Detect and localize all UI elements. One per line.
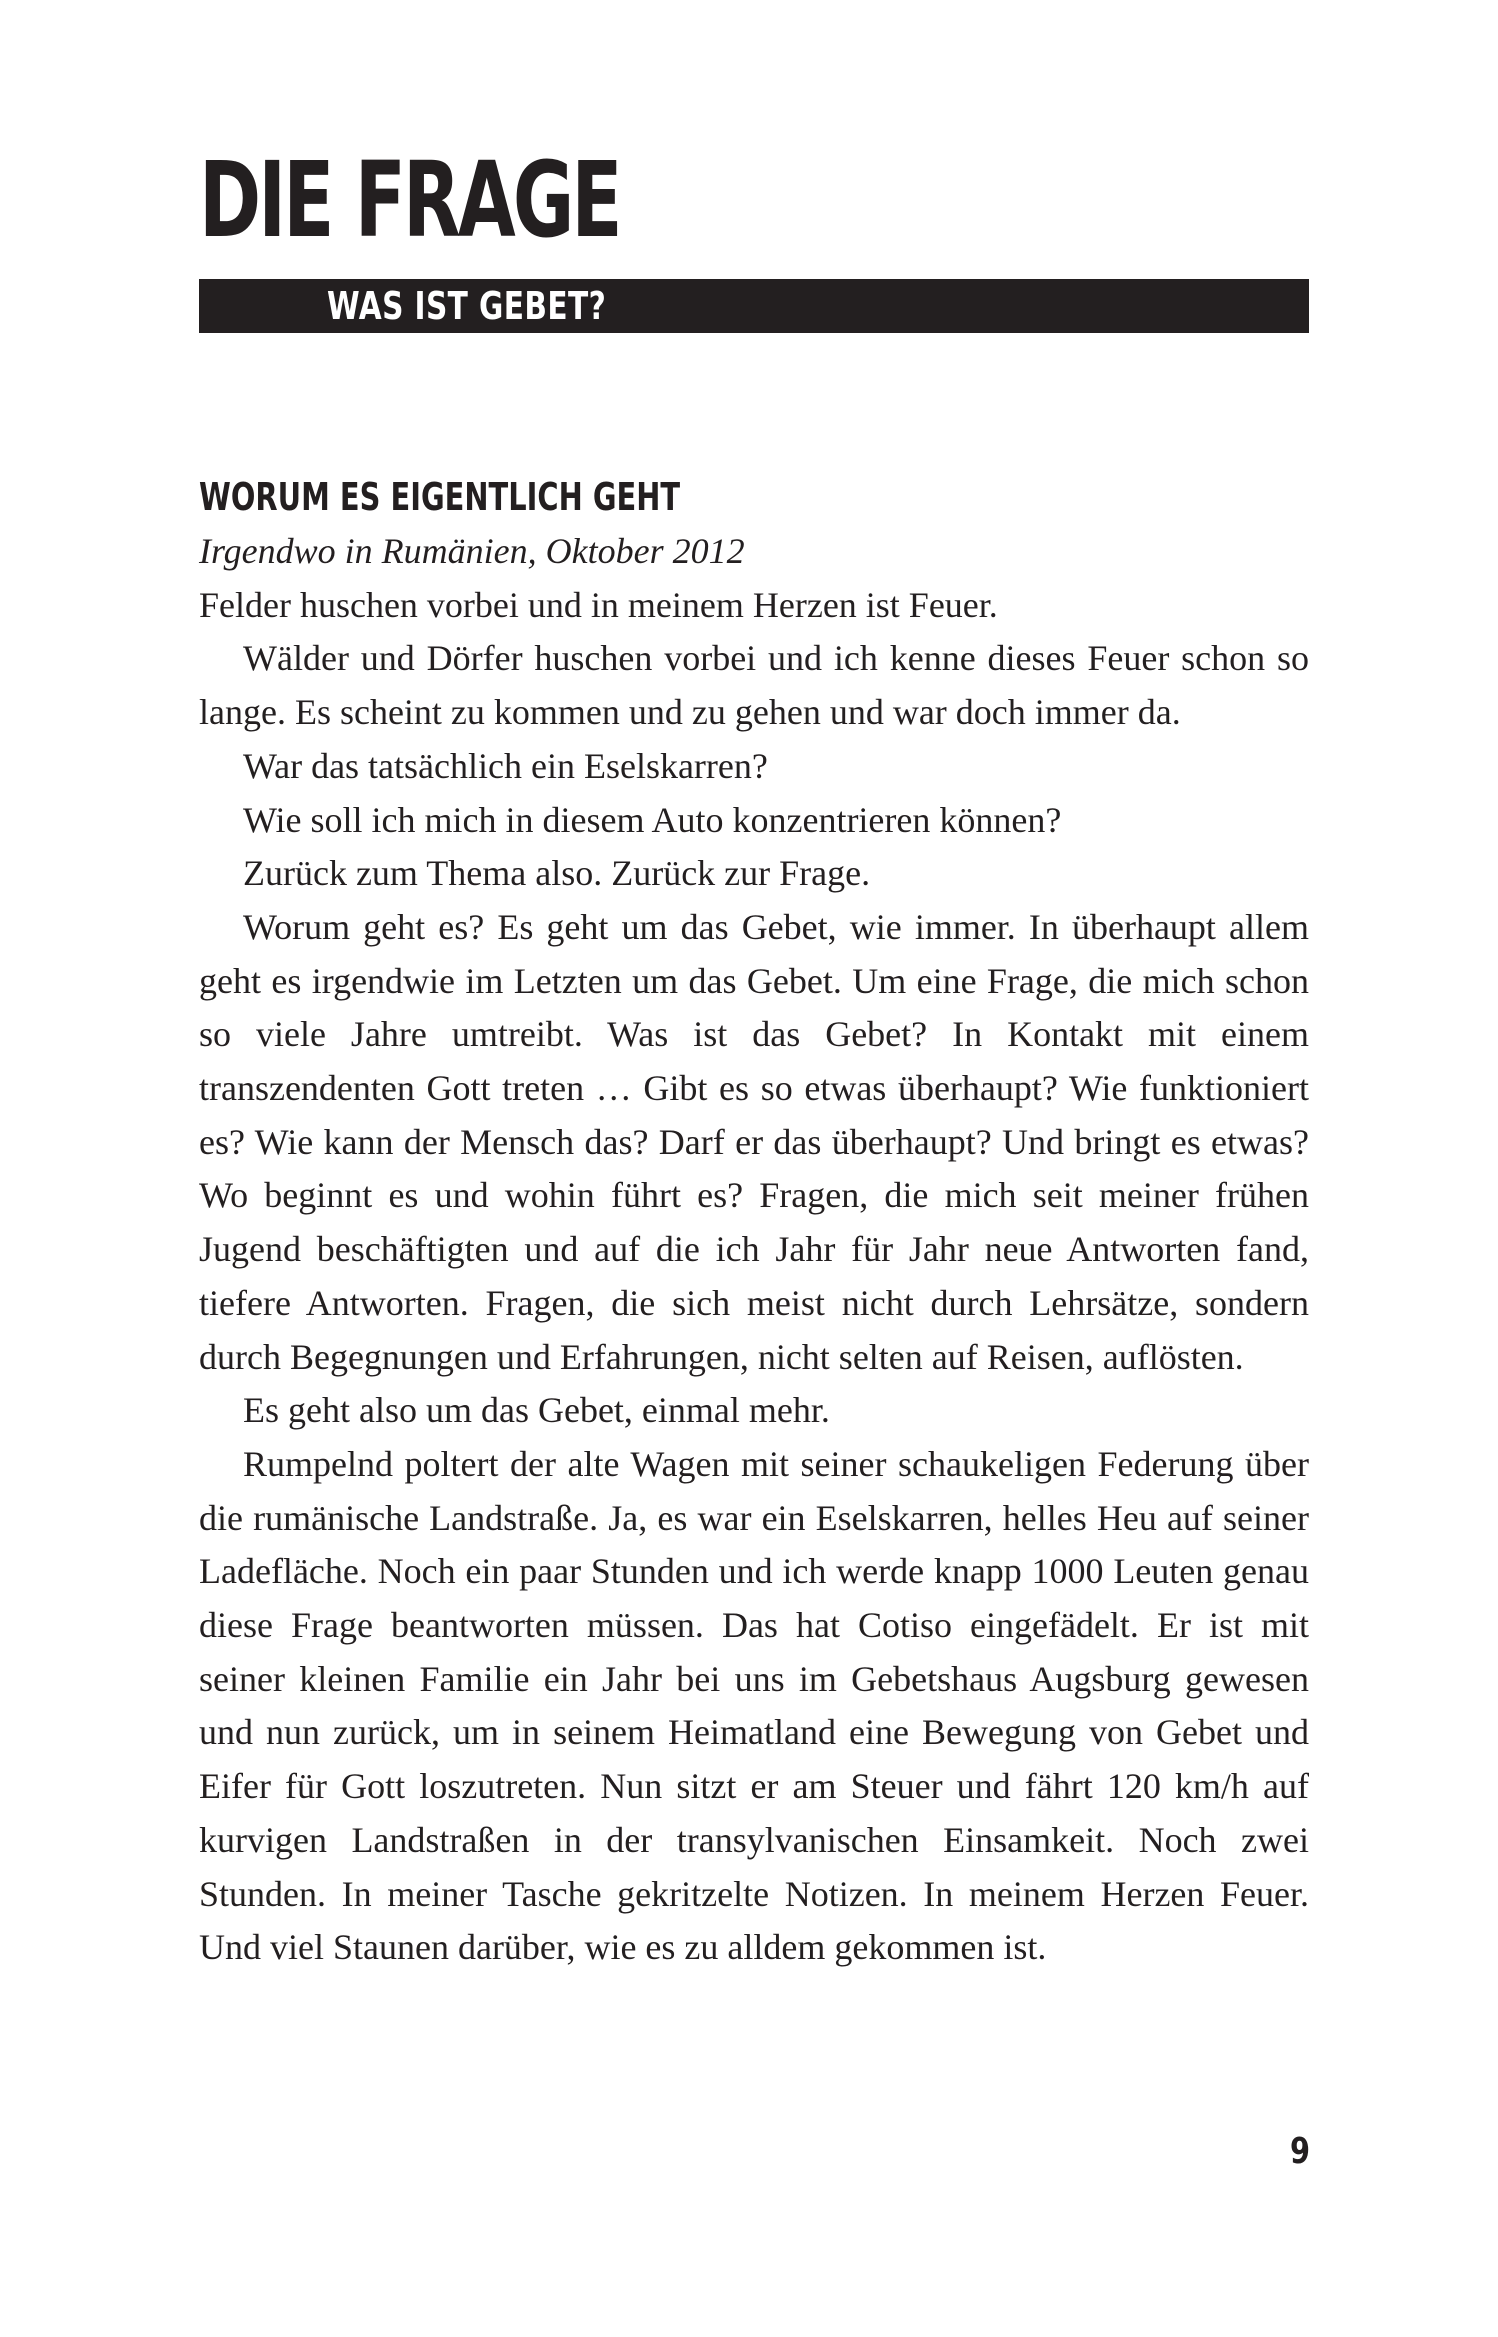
- dateline: Irgendwo in Rumänien, Oktober 2012: [199, 531, 745, 571]
- chapter-subtitle-bar: [199, 279, 1309, 333]
- chapter-subtitle: WAS IST GEBET?: [327, 284, 607, 328]
- paragraph: Zurück zum Thema also. Zurück zur Frage.: [243, 853, 871, 894]
- body-text: [199, 525, 1309, 1975]
- section-heading: WORUM ES EIGENTLICH GEHT: [199, 475, 681, 519]
- paragraph: Worum geht es? Es geht um das Gebet, wie immer. In überhaupt allem geht es irgendwie im Letzten um das Gebet. Um eine Frage, die mich schon so viele Jahre umtreibt. Was ist das Gebet? In Kontakt mit einem transzendenten Gott treten … Gibt es so etwas überhaupt? Wie funktioniert es? Wie kann der Mensch das? Darf er das überhaupt? Und bringt es etwas? Wo beginnt es und wohin führt es? Fragen, die mich seit meiner frühen Jugend beschäftigten und auf die ich Jahr für Jahr neue Antworten fand, tiefere Antworten. Fragen, die sich meist nicht durch Lehrsätze, sondern durch Begegnungen und Erfahrungen, nicht selten auf Reisen, auflösten.: [199, 906, 1309, 1377]
- paragraph: Rumpelnd poltert der alte Wagen mit seiner schaukeligen Federung über die rumänische Landstraße. Ja, es war ein Eselskarren, helles Heu auf seiner Ladefläche. Noch ein paar Stunden und ich werde knapp 1000 Leuten genau diese Frage beantworten müssen. Das hat Cotiso eingefädelt. Er ist mit seiner kleinen Familie ein Jahr bei uns im Gebetshaus Augsburg gewesen und nun zurück, um in seinem Heimatland eine Bewegung von Gebet und Eifer für Gott loszutreten. Nun sitzt er am Steuer und fährt 120 km/h auf kurvigen Landstraßen in der transylvanischen Einsamkeit. Noch zwei Stunden. In meiner Tasche gekritzelte Notizen. In meinem Herzen Feuer. Und viel Staunen darüber, wie es zu alldem gekommen ist.: [199, 1443, 1309, 1968]
- paragraph: Wie soll ich mich in diesem Auto konzentrieren können?: [243, 799, 1062, 840]
- paragraph: War das tatsächlich ein Eselskarren?: [243, 745, 768, 786]
- paragraph: Felder huschen vorbei und in meinem Herzen ist Feuer.: [199, 584, 998, 625]
- paragraph: Es geht also um das Gebet, einmal mehr.: [243, 1390, 830, 1431]
- chapter-title: DIE FRAGE: [199, 139, 620, 261]
- paragraph: Wälder und Dörfer huschen vorbei und ich kenne dieses Feuer schon so lange. Es scheint zu kommen und zu gehen und war doch immer da.: [199, 638, 1309, 733]
- page-number: 9: [1290, 2131, 1311, 2172]
